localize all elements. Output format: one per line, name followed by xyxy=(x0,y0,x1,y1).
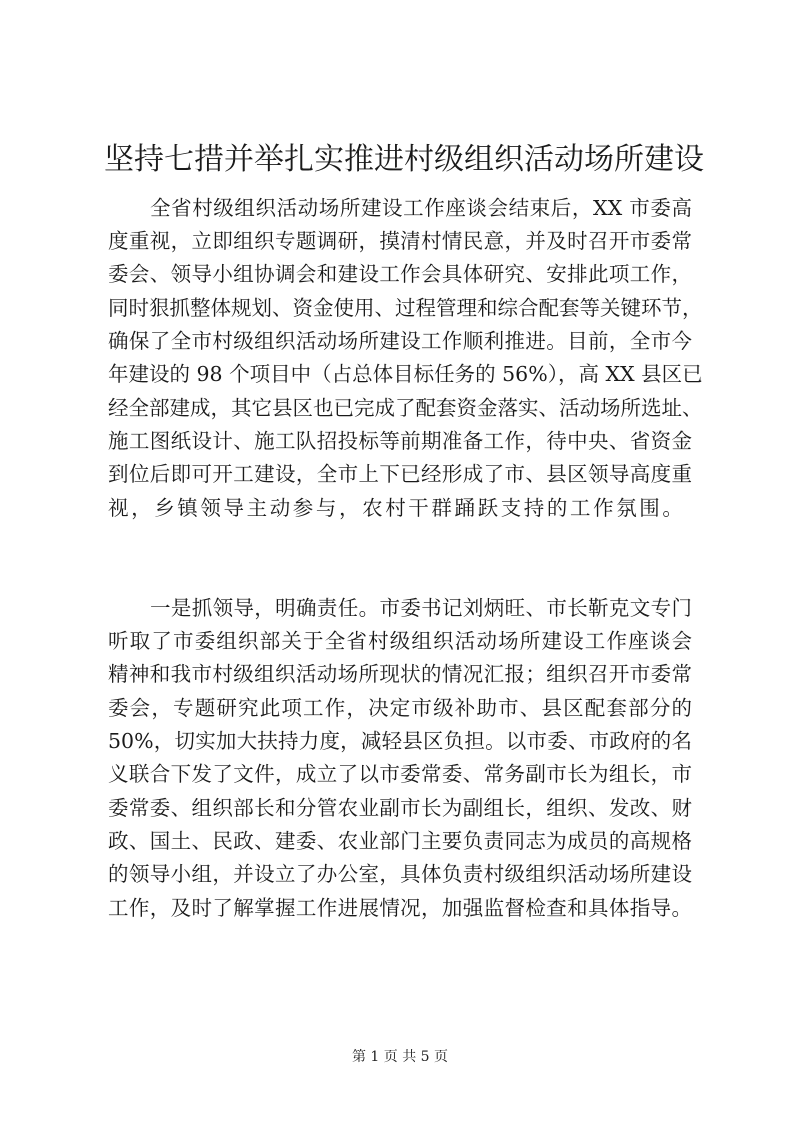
text-line: 的领导小组，并设立了办公室，具体负责村级组织活动场所建设 xyxy=(108,862,692,886)
text-line: 工作，及时了解掌握工作进展情况，加强监督检查和具体指导。 xyxy=(108,896,692,920)
text-line: 度重视，立即组织专题调研，摸清村情民意，并及时召开市委常 xyxy=(108,229,692,253)
text-line: 一是抓领导，明确责任。市委书记刘炳旺、市长靳克文专门 xyxy=(150,596,692,620)
text-line: 50%，切实加大扶持力度，减轻县区负担。以市委、市政府的名 xyxy=(108,729,692,753)
document-title: 坚持七措并举扎实推进村级组织活动场所建设 xyxy=(104,142,704,177)
text-line: 听取了市委组织部关于全省村级组织活动场所建设工作座谈会 xyxy=(108,629,692,653)
text-line: 经全部建成，其它县区也已完成了配套资金落实、活动场所选址、 xyxy=(108,396,703,420)
text-line: 视，乡镇领导主动参与，农村干群踊跃支持的工作氛围。 xyxy=(108,496,686,520)
page-footer: 第 1 页 共 5 页 xyxy=(351,1049,449,1065)
text-line: 委会，专题研究此项工作，决定市级补助市、县区配套部分的 xyxy=(108,696,692,720)
text-line: 施工图纸设计、施工队招投标等前期准备工作，待中央、省资金 xyxy=(108,429,692,453)
text-line: 确保了全市村级组织活动场所建设工作顺利推进。目前，全市今 xyxy=(108,329,692,353)
text-line: 义联合下发了文件，成立了以市委常委、常务副市长为组长，市 xyxy=(108,762,692,786)
text-line: 委常委、组织部长和分管农业副市长为副组长，组织、发改、财 xyxy=(108,796,692,820)
text-line: 委会、领导小组协调会和建设工作会具体研究、安排此项工作， xyxy=(108,262,692,286)
text-line: 到位后即可开工建设，全市上下已经形成了市、县区领导高度重 xyxy=(108,462,692,486)
text-line: 年建设的 98 个项目中（占总体目标任务的 56%），高 XX 县区已 xyxy=(108,362,703,386)
text-line: 同时狠抓整体规划、资金使用、过程管理和综合配套等关键环节， xyxy=(108,296,703,320)
text-line: 政、国土、民政、建委、农业部门主要负责同志为成员的高规格 xyxy=(108,829,692,853)
text-line: 精神和我市村级组织活动场所现状的情况汇报；组织召开市委常 xyxy=(108,662,692,686)
text-line: 全省村级组织活动场所建设工作座谈会结束后，XX 市委高 xyxy=(150,196,692,220)
